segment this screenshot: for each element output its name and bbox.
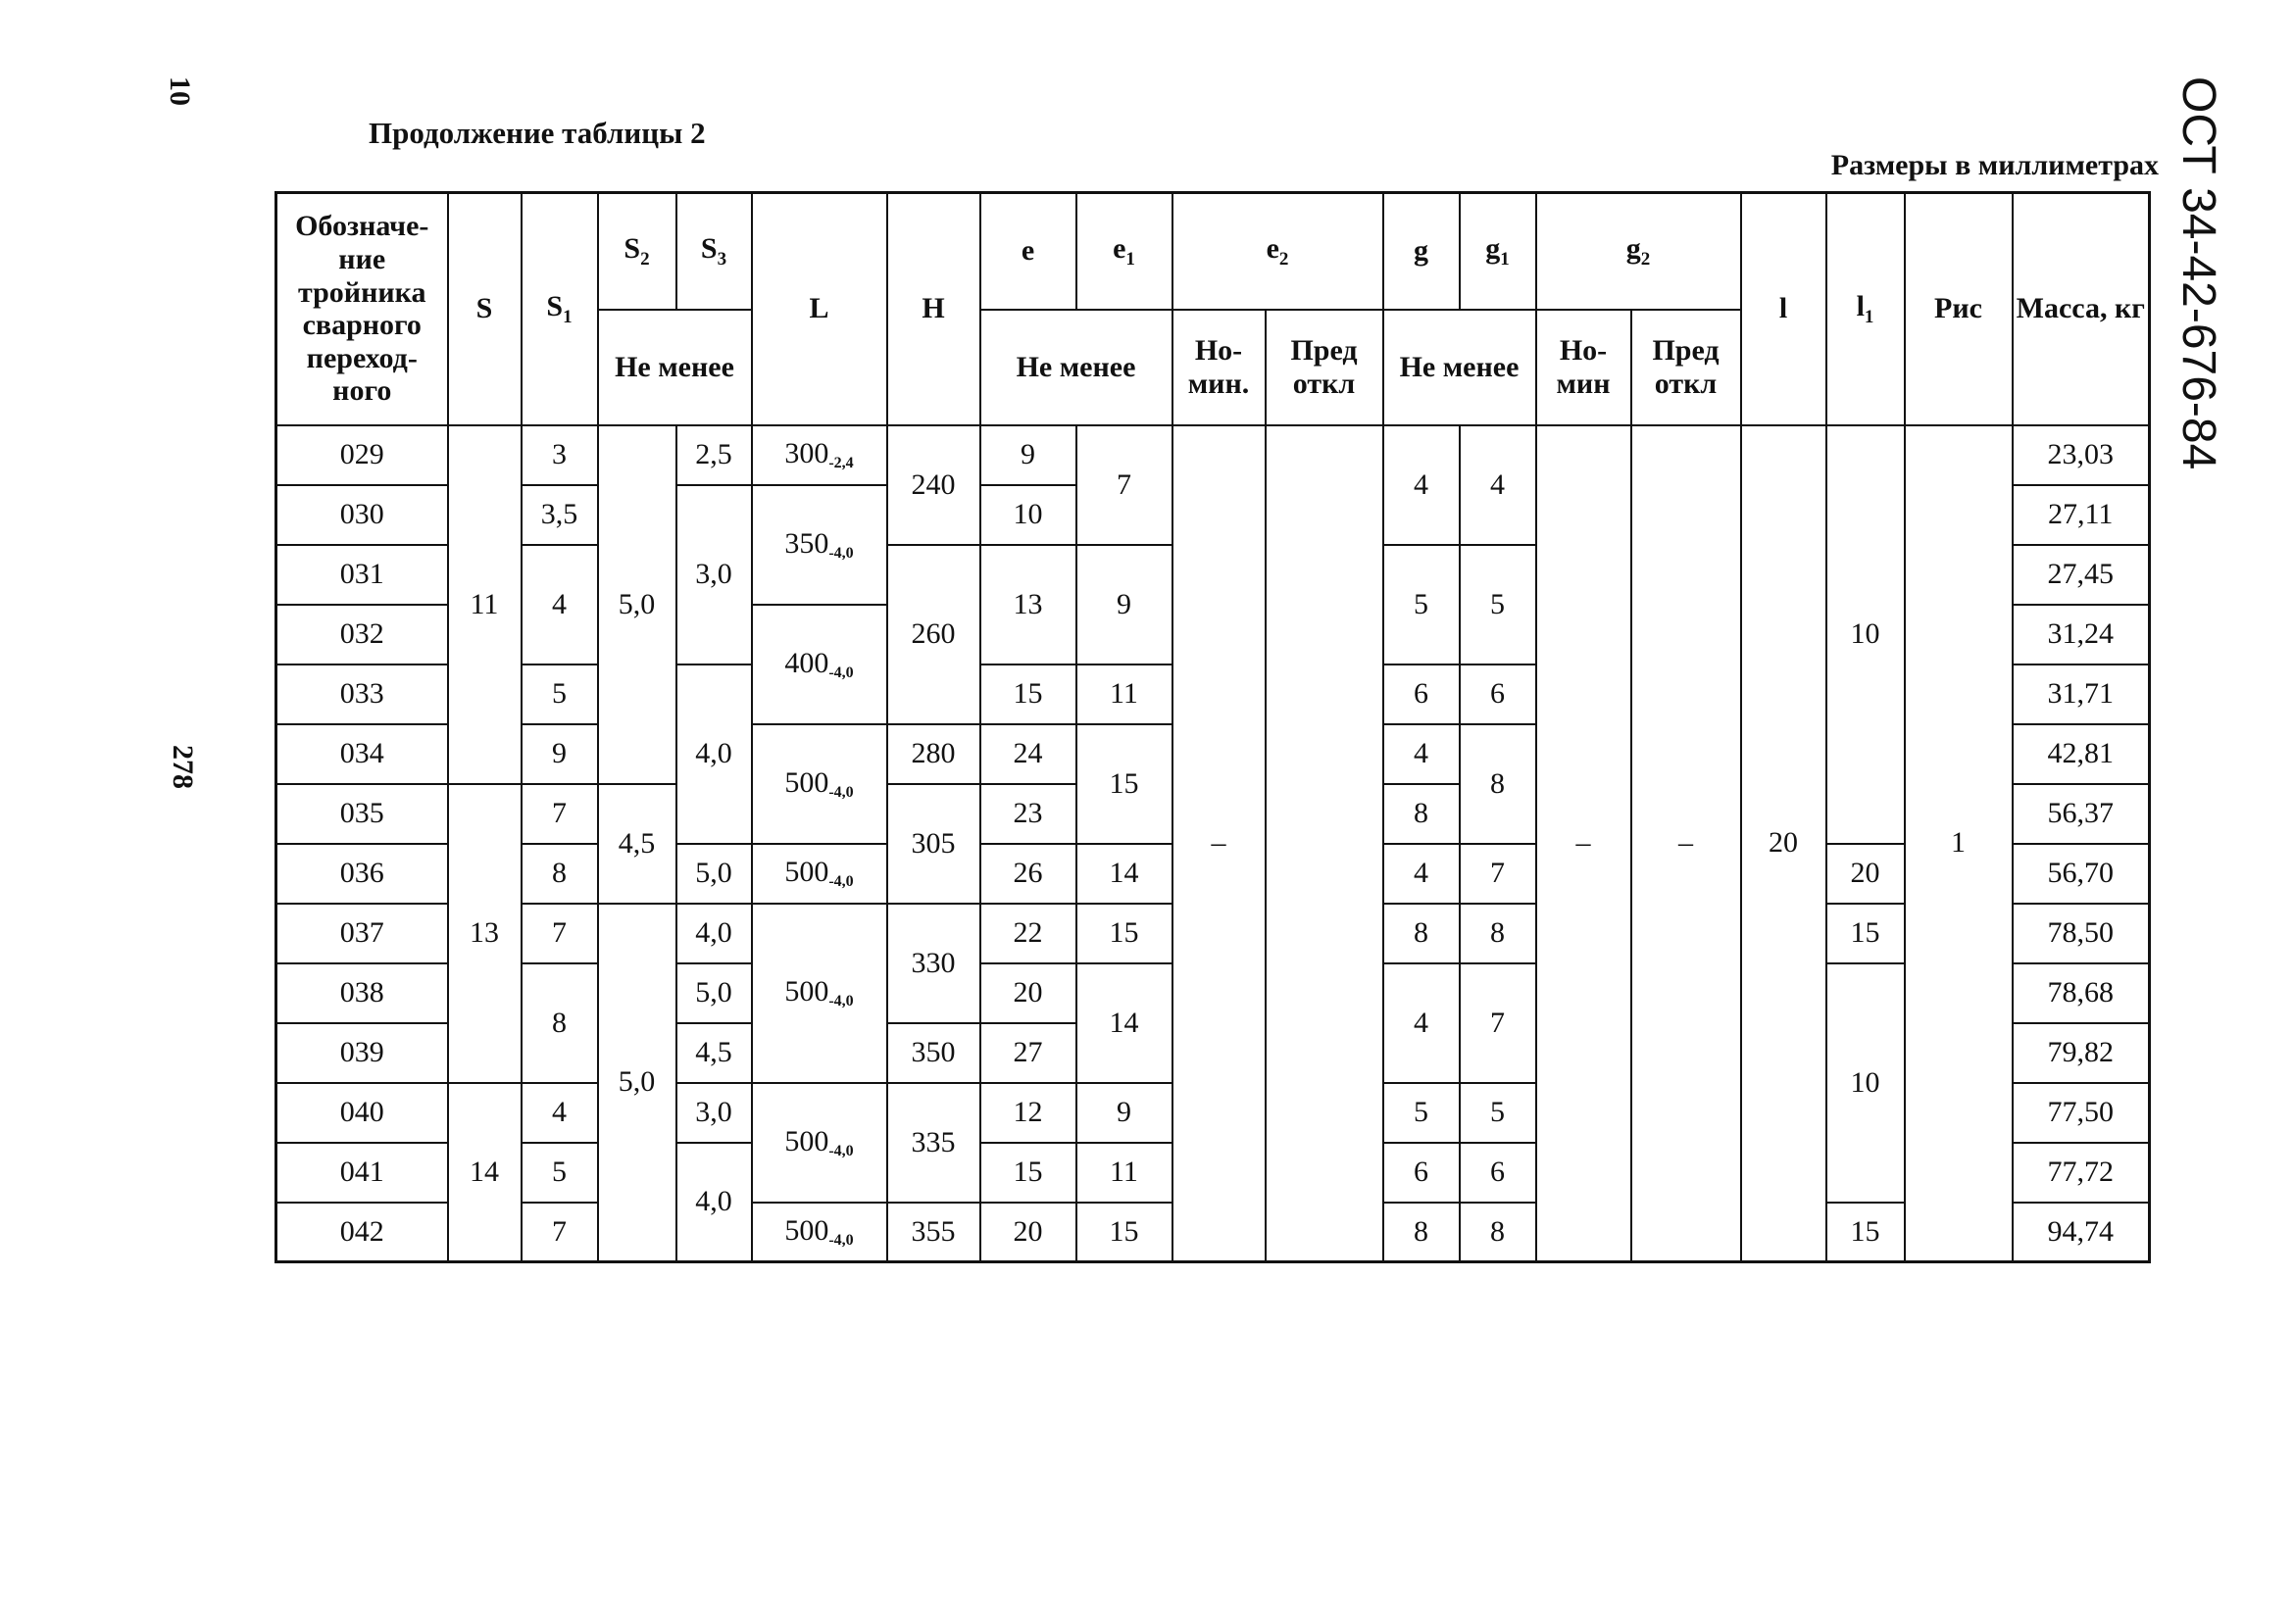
cell-e1: 15: [1076, 1203, 1172, 1262]
cell-g: 6: [1383, 1143, 1460, 1203]
cell-s3: 3,0: [676, 1083, 752, 1143]
cell-l1: 15: [1826, 904, 1905, 963]
cell-h: 330: [887, 904, 980, 1023]
cell-mass: 94,74: [2013, 1203, 2150, 1262]
page-number-top: 10: [164, 76, 196, 106]
cell-e: 22: [980, 904, 1076, 963]
cell-s2: 5,0: [598, 425, 676, 784]
cell-designation: 039: [276, 1023, 448, 1083]
cell-e: 10: [980, 485, 1076, 545]
cell-e: 24: [980, 724, 1076, 784]
cell-e1: 11: [1076, 1143, 1172, 1203]
cell-l-length: 500-4,0: [752, 904, 887, 1083]
cell-e1: 9: [1076, 545, 1172, 664]
cell-g: 4: [1383, 724, 1460, 784]
header-g-g1-min: Не менее: [1383, 310, 1536, 425]
cell-s1: 8: [522, 844, 598, 904]
cell-e: 9: [980, 425, 1076, 485]
cell-e: 20: [980, 1203, 1076, 1262]
cell-e1: 9: [1076, 1083, 1172, 1143]
header-e1: $e_1$: [1076, 193, 1172, 310]
cell-s2: 5,0: [598, 904, 676, 1262]
page-number-side: 278: [167, 745, 199, 789]
cell-g: 8: [1383, 1203, 1460, 1262]
table-header: [276, 193, 2150, 425]
cell-g1: 4: [1460, 425, 1536, 545]
cell-mass: 23,03: [2013, 425, 2150, 485]
cell-e2-nominal: –: [1172, 425, 1266, 1262]
cell-s3: 4,0: [676, 664, 752, 844]
cell-s1: 5: [522, 1143, 598, 1203]
cell-l-length: 500-4,0: [752, 1083, 887, 1203]
header-g2: $g_2$: [1536, 193, 1741, 310]
cell-g1: 5: [1460, 545, 1536, 664]
header-s: S: [448, 193, 522, 425]
cell-s1: 4: [522, 1083, 598, 1143]
cell-g2-nominal: –: [1536, 425, 1631, 1262]
cell-e: 15: [980, 664, 1076, 724]
header-e: e: [980, 193, 1076, 310]
cell-s: 13: [448, 784, 522, 1083]
cell-g1: 6: [1460, 1143, 1536, 1203]
cell-e: 13: [980, 545, 1076, 664]
table-body: [276, 425, 2150, 1262]
cell-h: 335: [887, 1083, 980, 1203]
cell-g2-deviation: –: [1631, 425, 1741, 1262]
cell-h: 240: [887, 425, 980, 545]
cell-designation: 031: [276, 545, 448, 605]
cell-g: 5: [1383, 545, 1460, 664]
cell-mass: 56,37: [2013, 784, 2150, 844]
cell-s1: 3: [522, 425, 598, 485]
cell-g1: 7: [1460, 963, 1536, 1083]
cell-designation: 035: [276, 784, 448, 844]
cell-mass: 77,50: [2013, 1083, 2150, 1143]
cell-designation: 029: [276, 425, 448, 485]
cell-designation: 032: [276, 605, 448, 664]
cell-g1: 8: [1460, 1203, 1536, 1262]
cell-mass: 78,68: [2013, 963, 2150, 1023]
cell-s1: 4: [522, 545, 598, 664]
header-l-length: L: [752, 193, 887, 425]
cell-e: 27: [980, 1023, 1076, 1083]
cell-designation: 034: [276, 724, 448, 784]
cell-designation: 040: [276, 1083, 448, 1143]
cell-e: 12: [980, 1083, 1076, 1143]
cell-l1: 20: [1826, 844, 1905, 904]
table-row: [276, 425, 2150, 485]
cell-designation: 037: [276, 904, 448, 963]
cell-h: 280: [887, 724, 980, 784]
cell-g1: 8: [1460, 724, 1536, 844]
cell-h: 305: [887, 784, 980, 904]
cell-g1: 7: [1460, 844, 1536, 904]
header-h: H: [887, 193, 980, 425]
cell-s3: 3,0: [676, 485, 752, 664]
header-designation: Обозначе-ние тройника сварного переход-ного: [276, 193, 448, 425]
cell-l-small: 20: [1741, 425, 1826, 1262]
cell-s1: 7: [522, 1203, 598, 1262]
cell-e: 20: [980, 963, 1076, 1023]
cell-l-length: 350-4,0: [752, 485, 887, 605]
header-mass: Масса, кг: [2013, 193, 2150, 425]
cell-s1: 7: [522, 904, 598, 963]
header-e2: $e_2$: [1172, 193, 1383, 310]
cell-s2: 4,5: [598, 784, 676, 904]
cell-e: 26: [980, 844, 1076, 904]
cell-mass: 79,82: [2013, 1023, 2150, 1083]
cell-mass: 42,81: [2013, 724, 2150, 784]
cell-g: 4: [1383, 844, 1460, 904]
cell-e1: 7: [1076, 425, 1172, 545]
header-s3: $S_3$: [676, 193, 752, 310]
cell-l-length: 500-4,0: [752, 1203, 887, 1262]
cell-e1: 15: [1076, 904, 1172, 963]
cell-e1: 11: [1076, 664, 1172, 724]
cell-s3: 2,5: [676, 425, 752, 485]
header-s2-s3-min: Не менее: [598, 310, 752, 425]
header-e2-deviation: Пред откл: [1266, 310, 1383, 425]
dimensions-table: [274, 191, 2151, 1263]
header-g2-nominal: Но-мин: [1536, 310, 1631, 425]
cell-g: 4: [1383, 425, 1460, 545]
cell-designation: 033: [276, 664, 448, 724]
cell-h: 260: [887, 545, 980, 724]
cell-mass: 27,45: [2013, 545, 2150, 605]
header-g: g: [1383, 193, 1460, 310]
header-e-e1-min: Не менее: [980, 310, 1172, 425]
header-s1: $S_1$: [522, 193, 598, 425]
cell-e1: 14: [1076, 844, 1172, 904]
cell-e: 23: [980, 784, 1076, 844]
cell-mass: 77,72: [2013, 1143, 2150, 1203]
cell-s3: 4,5: [676, 1023, 752, 1083]
units-note: Размеры в миллиметрах: [1830, 149, 2159, 181]
cell-mass: 78,50: [2013, 904, 2150, 963]
cell-e: 15: [980, 1143, 1076, 1203]
cell-h: 350: [887, 1023, 980, 1083]
cell-s3: 4,0: [676, 1143, 752, 1262]
cell-mass: 31,71: [2013, 664, 2150, 724]
header-l-small: l: [1741, 193, 1826, 425]
cell-s1: 5: [522, 664, 598, 724]
cell-s1: 3,5: [522, 485, 598, 545]
cell-g1: 5: [1460, 1083, 1536, 1143]
cell-g: 4: [1383, 963, 1460, 1083]
cell-mass: 56,70: [2013, 844, 2150, 904]
cell-g: 5: [1383, 1083, 1460, 1143]
header-g1: $g_1$: [1460, 193, 1536, 310]
cell-designation: 036: [276, 844, 448, 904]
cell-l1: 15: [1826, 1203, 1905, 1262]
cell-e2-deviation: [1266, 425, 1383, 1262]
header-l1: $l_1$: [1826, 193, 1905, 425]
cell-l-length: 300-2,4: [752, 425, 887, 485]
cell-h: 355: [887, 1203, 980, 1262]
cell-g1: 6: [1460, 664, 1536, 724]
cell-s3: 5,0: [676, 963, 752, 1023]
cell-s: 14: [448, 1083, 522, 1262]
cell-g: 6: [1383, 664, 1460, 724]
cell-s1: 7: [522, 784, 598, 844]
cell-g: 8: [1383, 904, 1460, 963]
continuation-title: Продолжение таблицы 2: [369, 116, 706, 150]
cell-s1: 9: [522, 724, 598, 784]
cell-e1: 15: [1076, 724, 1172, 844]
cell-s3: 5,0: [676, 844, 752, 904]
cell-l1: 10: [1826, 963, 1905, 1203]
cell-l-length: 500-4,0: [752, 844, 887, 904]
cell-designation: 041: [276, 1143, 448, 1203]
cell-mass: 31,24: [2013, 605, 2150, 664]
cell-mass: 27,11: [2013, 485, 2150, 545]
document-code: ОСТ 34-42-676-84: [2172, 76, 2224, 470]
cell-l-length: 500-4,0: [752, 724, 887, 844]
cell-l1: 10: [1826, 425, 1905, 844]
cell-designation: 030: [276, 485, 448, 545]
cell-g: 8: [1383, 784, 1460, 844]
cell-designation: 042: [276, 1203, 448, 1262]
cell-e1: 14: [1076, 963, 1172, 1083]
cell-s1: 8: [522, 963, 598, 1083]
cell-g1: 8: [1460, 904, 1536, 963]
cell-l-length: 400-4,0: [752, 605, 887, 724]
header-e2-nominal: Но-мин.: [1172, 310, 1266, 425]
header-figure: Рис: [1905, 193, 2013, 425]
header-g2-deviation: Пред откл: [1631, 310, 1741, 425]
cell-designation: 038: [276, 963, 448, 1023]
cell-s: 11: [448, 425, 522, 784]
header-s2: $S_2$: [598, 193, 676, 310]
cell-figure: 1: [1905, 425, 2013, 1262]
cell-s3: 4,0: [676, 904, 752, 963]
